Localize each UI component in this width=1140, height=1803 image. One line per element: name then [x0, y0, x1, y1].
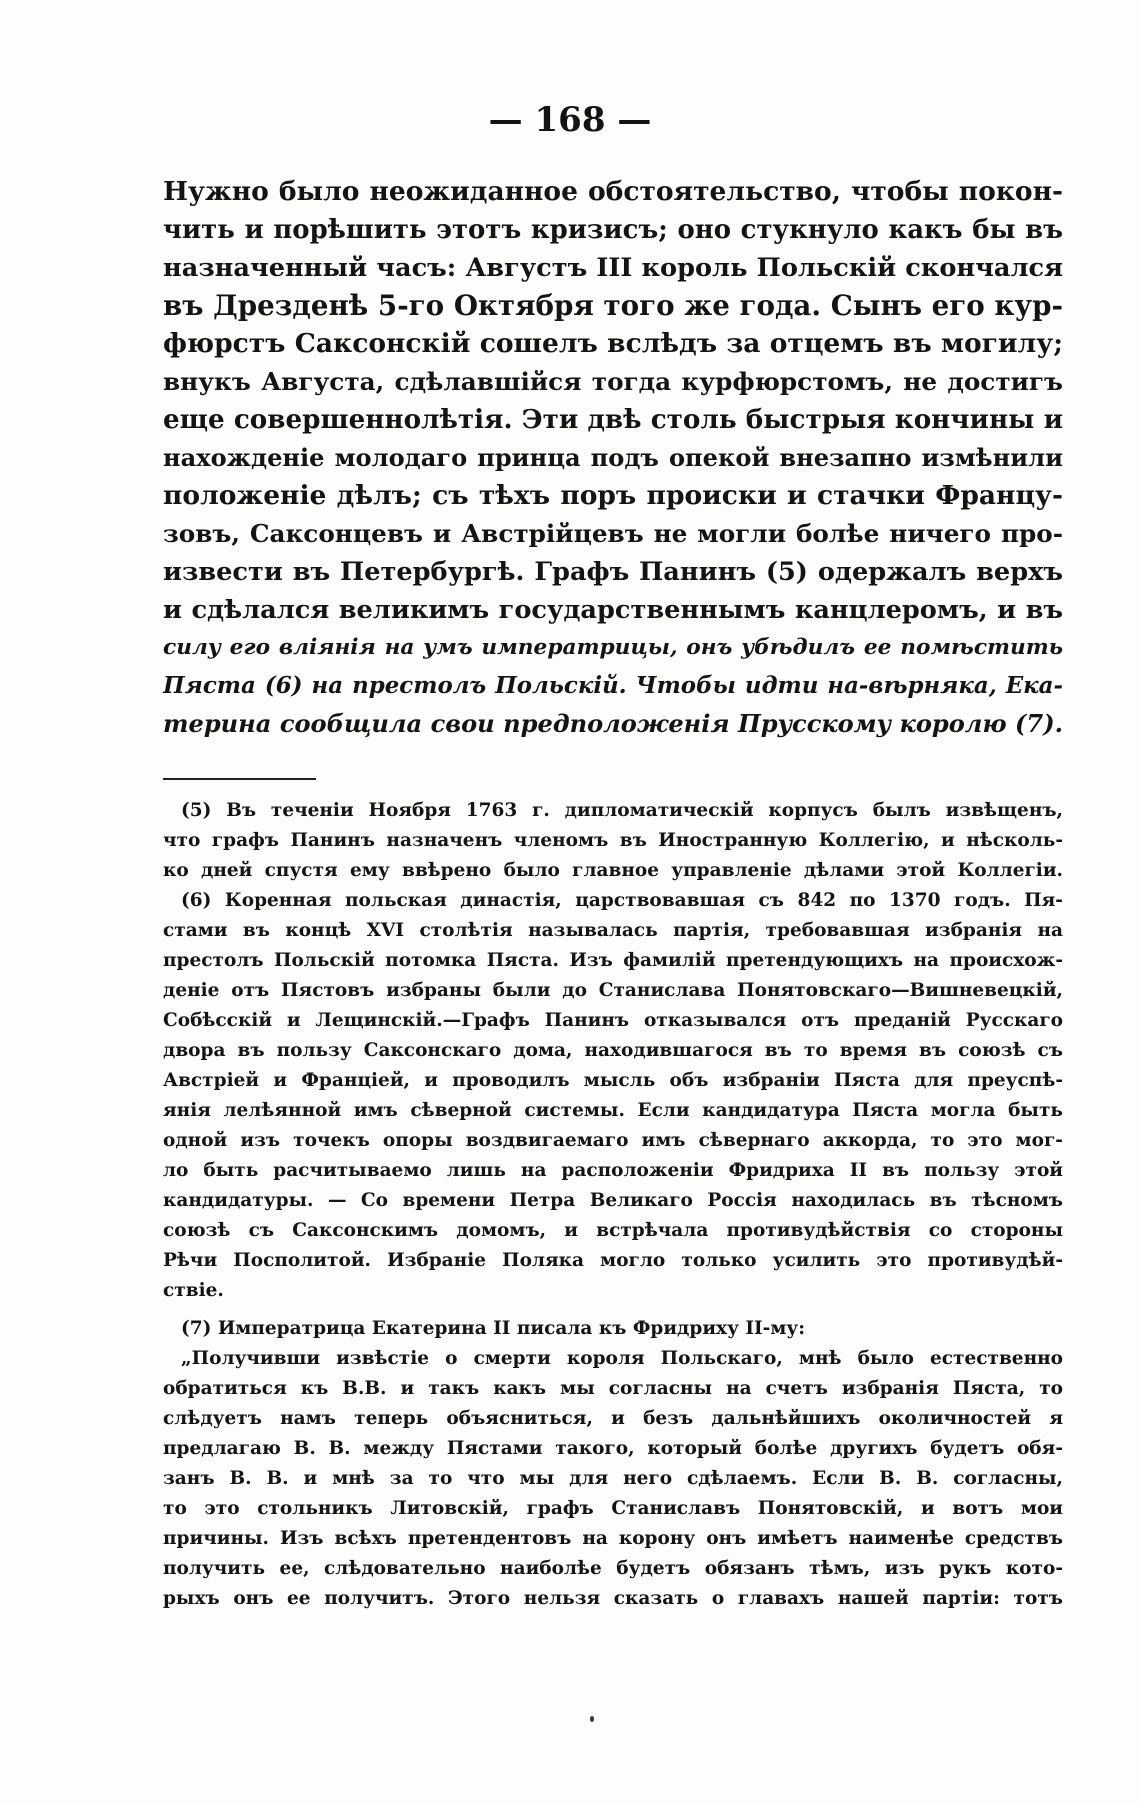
main-text-line: внукъ Августа, сдѣлавшійся тогда курфюрстомъ, не достигъ	[163, 367, 1063, 396]
main-text	[163, 173, 1063, 743]
footnote-6-line: кандидатуры. — Со времени Петра Великаго Россія находилась въ тѣсномъ	[163, 1190, 1063, 1211]
footnote-6-line: деніе отъ Пястовъ избраны были до Станислава Понятовскаго—Вишневецкій,	[163, 980, 1063, 1001]
footnote-6-line: стами въ концѣ XVI столѣтія называлась партія, требовавшая избранія на	[163, 920, 1063, 941]
main-text-line: еще совершеннолѣтія. Эти двѣ столь быстрыя кончины и	[163, 404, 1063, 435]
footnote-7-line: занъ В. В. и мнѣ за то что мы для него сдѣлаемъ. Если В. В. согласны,	[163, 1468, 1063, 1489]
footnote-6-line: ло быть расчитываемо лишь на расположеніи Фридриха II въ пользу этой	[163, 1160, 1063, 1181]
footnote-6-line: ствіе.	[163, 1280, 224, 1301]
footnote-7-line: обратиться къ В.В. и такъ какъ мы согласны на счетъ избранія Пяста, то	[163, 1378, 1063, 1399]
main-text-line: зовъ, Саксонцевъ и Австрійцевъ не могли болѣе ничего про-	[163, 519, 1063, 548]
main-text-line: извести въ Петербургѣ. Графъ Панинъ (5) одержалъ верхъ	[163, 557, 1063, 587]
page-number: — 168 —	[488, 100, 652, 140]
main-text-line: Нужно было неожиданное обстоятельство, чтобы покон-	[163, 176, 1063, 207]
footnote-7-line: „Получивши извѣстіе о смерти короля Польскаго, мнѣ было естественно	[181, 1348, 1063, 1369]
footnote-7-line: причины. Изъ всѣхъ претендентовъ на корону онъ имѣетъ наименѣе средствъ	[163, 1528, 1063, 1549]
footnote-7-line: то это стольникъ Литовскій, графъ Станиславъ Понятовскій, и вотъ мои	[163, 1498, 1063, 1519]
footnote-6-line: Австріей и Франціей, и проводилъ мысль объ избраніи Пяста для преуспѣ-	[163, 1070, 1063, 1091]
main-text-line: нахожденіе молодаго принца подъ опекой внезапно измѣнили	[163, 443, 1063, 472]
footnote-5-line: что графъ Панинъ назначенъ членомъ въ Иностранную Коллегію, и нѣсколь-	[163, 830, 1063, 851]
footnotes	[163, 796, 1063, 1614]
main-text-line-italic: терина сообщила свои предположенія Прусскому королю (7).	[163, 709, 1063, 738]
footnote-7-line: предлагаю В. В. между Пястами такого, который болѣе другихъ будетъ обя-	[163, 1438, 1063, 1459]
main-text-line-italic: силу его вліянія на умъ императрицы, онъ убѣдилъ ее помѣстить	[163, 635, 1063, 660]
footnote-6-line: Собѣсскій и Лещинскій.—Графъ Панинъ отказывался отъ преданій Русскаго	[163, 1010, 1063, 1031]
footnote-6-line: (6) Коренная польская династія, царствовавшая съ 842 по 1370 годъ. Пя-	[181, 890, 1063, 911]
main-text-line: назначенный часъ: Августъ III король Польскій скончался	[163, 253, 1063, 283]
main-text-line-italic: Пяста (6) на престолъ Польскій. Чтобы идти на-вѣрняка, Ека-	[163, 672, 1063, 699]
footnote-6-line: одной изъ точекъ опоры воздвигаемаго имъ сѣвернаго аккорда, то это мог-	[163, 1130, 1063, 1151]
footnote-7-line: получить ее, слѣдовательно наиболѣе будетъ обязанъ тѣмъ, изъ рукъ кото-	[163, 1558, 1063, 1579]
footnote-5-line: ко дней спустя ему ввѣрено было главное управленіе дѣлами этой Коллегіи.	[163, 860, 1063, 881]
footnote-6-line: янія лелѣянной имъ сѣверной системы. Если кандидатура Пяста могла быть	[163, 1100, 1063, 1121]
footnote-6-line: престолъ Польскій потомка Пяста. Изъ фамилій претендующихъ на происхож-	[163, 950, 1063, 971]
footnote-6-line: союзѣ съ Саксонскимъ домомъ, и встрѣчала противудѣйствія со стороны	[163, 1220, 1063, 1241]
main-text-line: фюрстъ Саксонскій сошелъ вслѣдъ за отцемъ въ могилу;	[163, 328, 1063, 359]
main-text-line: положеніе дѣлъ; съ тѣхъ поръ происки и стачки Францу-	[163, 480, 1063, 511]
footnote-7-line: (7) Императрица Екатерина II писала къ Фридриху II-му:	[181, 1318, 806, 1339]
footnote-7-line: рыхъ онъ ее получитъ. Этого нельзя сказать о главахъ нашей партіи: тотъ	[163, 1588, 1063, 1609]
main-text-line: въ Дрезденѣ 5-го Октября того же года. Сынъ его кур-	[163, 289, 1063, 322]
footnote-5-line: (5) Въ теченіи Ноября 1763 г. дипломатическій корпусъ былъ извѣщенъ,	[181, 800, 1063, 821]
footnote-divider	[163, 778, 316, 780]
ink-dot	[590, 1716, 594, 1722]
footnote-7-line: слѣдуетъ намъ теперь объясниться, и безъ дальнѣйшихъ околичностей я	[163, 1408, 1063, 1429]
footnote-6-line: Рѣчи Посполитой. Избраніе Поляка могло только усилить это противудѣй-	[163, 1250, 1063, 1271]
main-text-line: чить и порѣшить этотъ кризисъ; оно стукнуло какъ бы въ	[163, 215, 1063, 245]
main-text-line: и сдѣлался великимъ государственнымъ канцлеромъ, и въ	[163, 595, 1063, 625]
footnote-6-line: двора въ пользу Саксонскаго дома, находившагося въ то время въ союзѣ съ	[163, 1040, 1063, 1061]
